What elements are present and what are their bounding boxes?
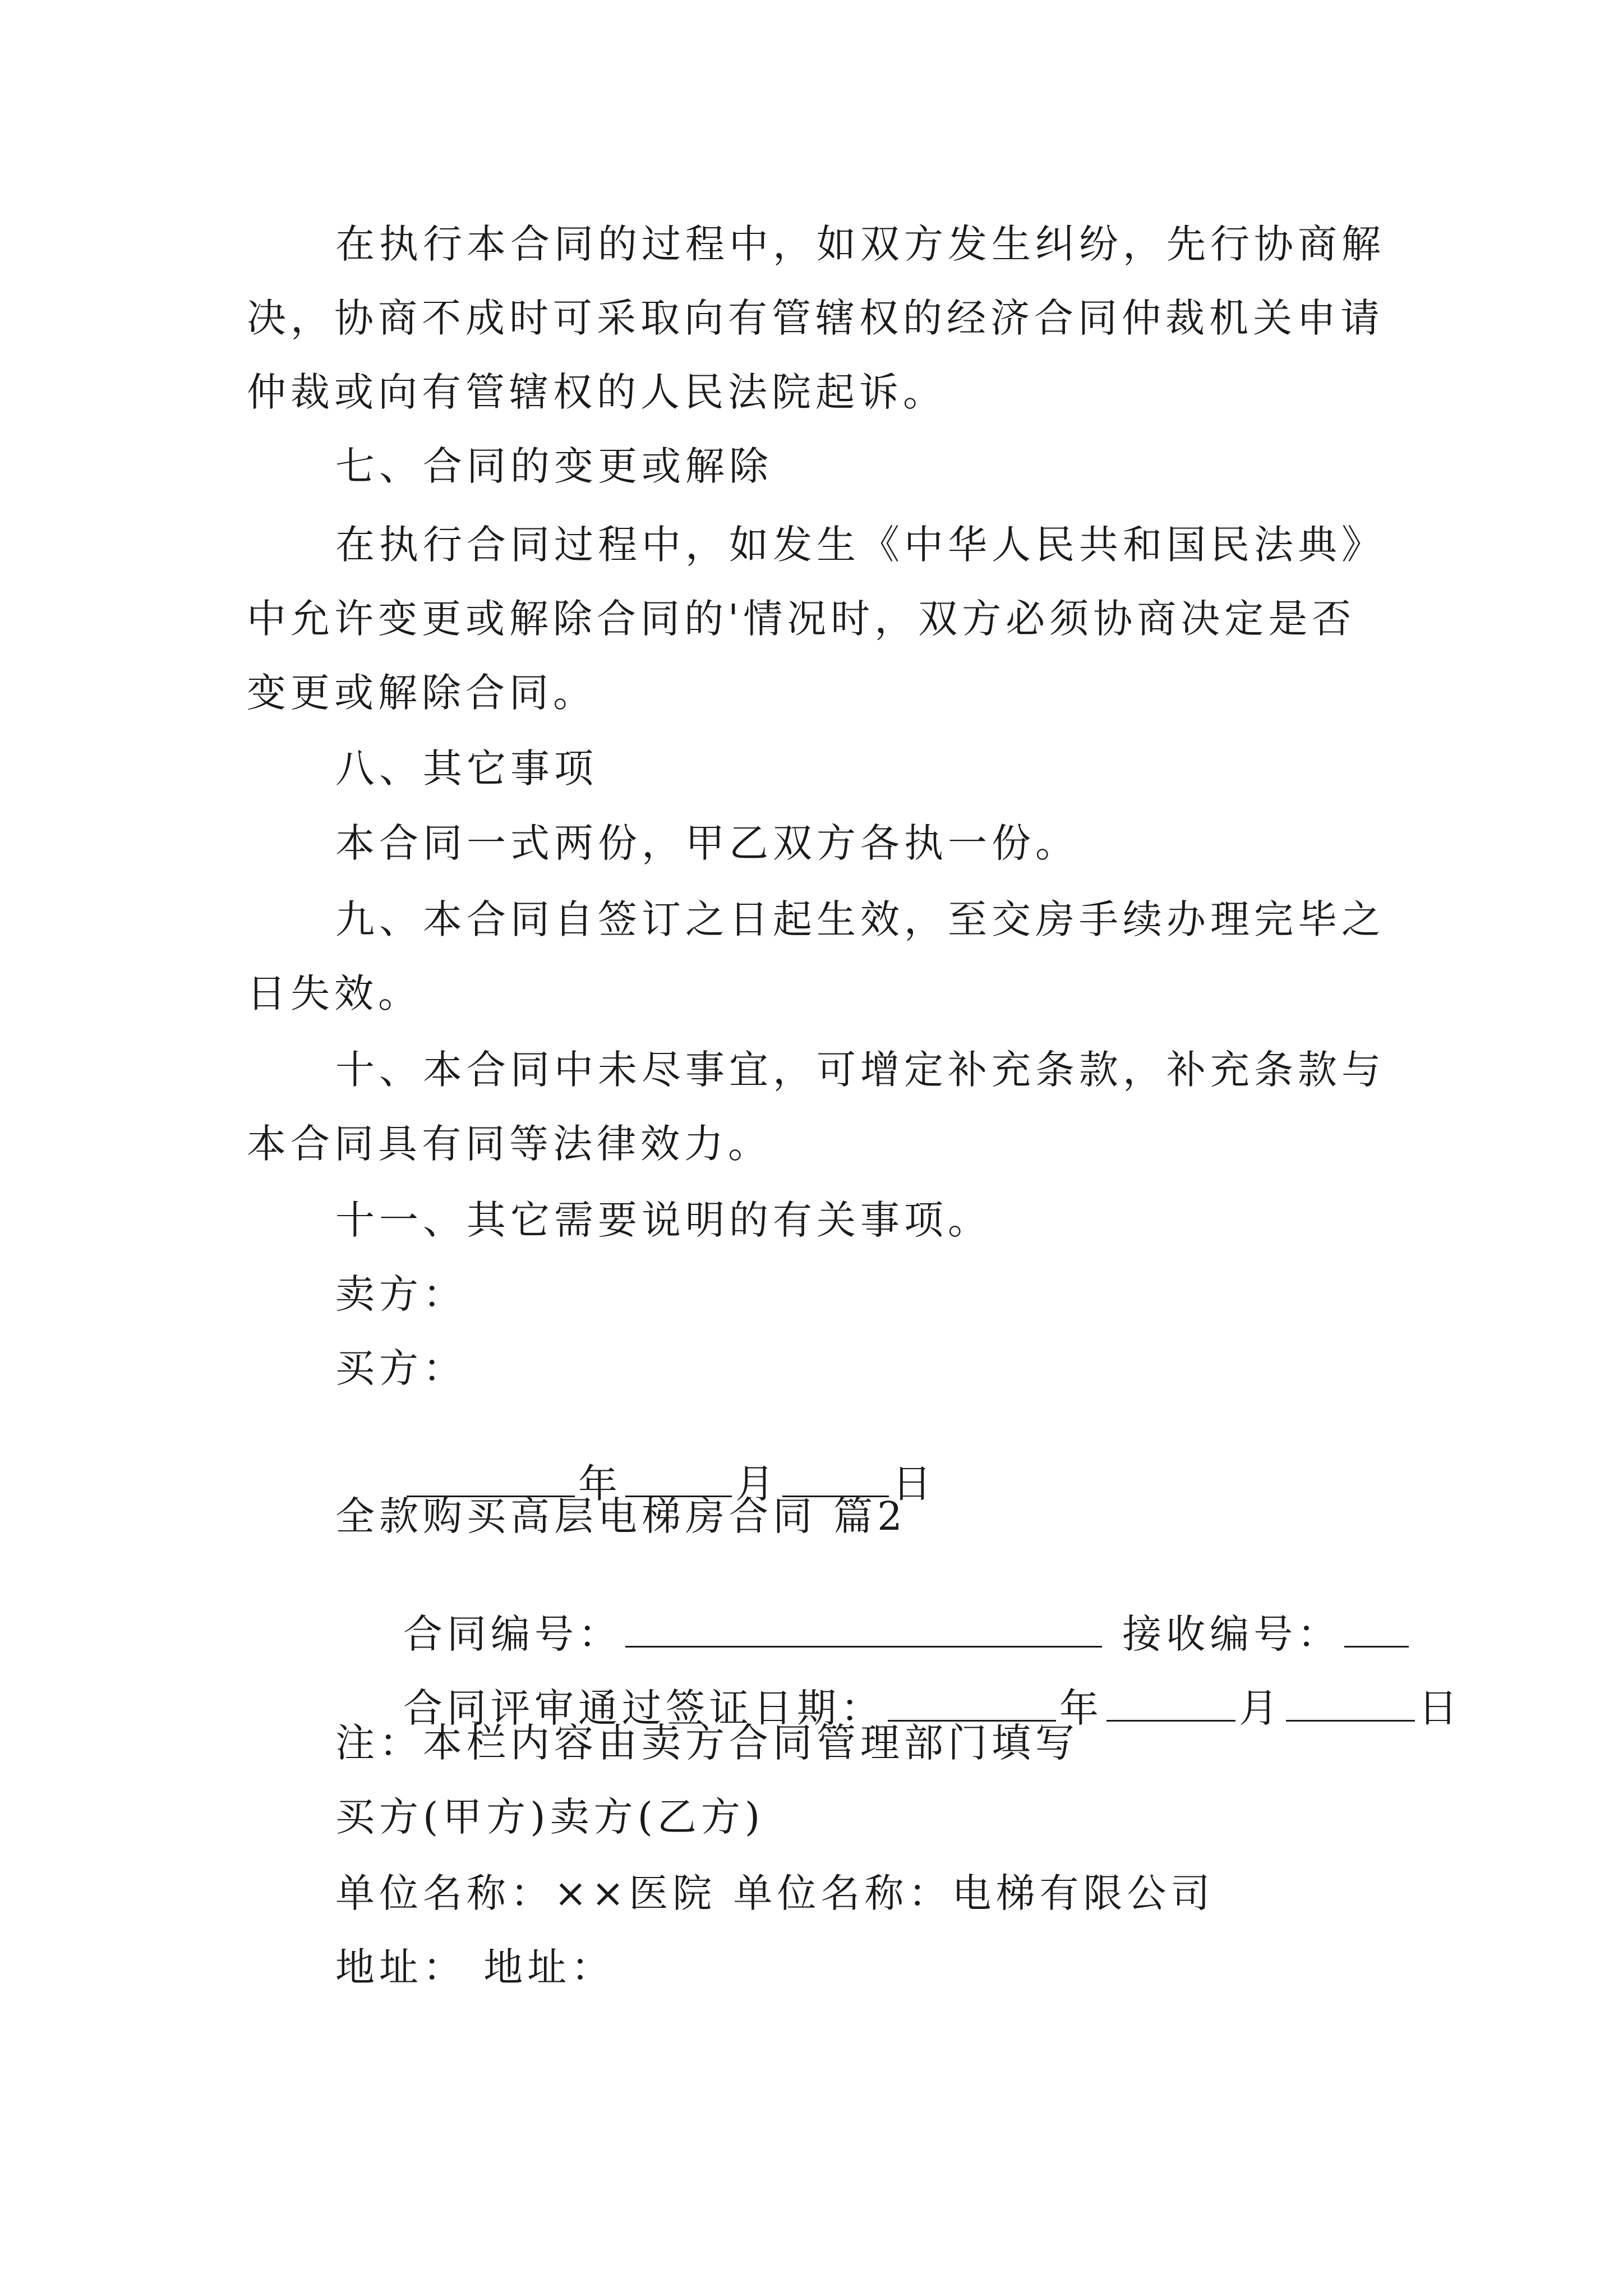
day-blank[interactable] [782,1462,889,1497]
paragraph-line: 仲裁或向有管辖权的人民法院起诉。 [247,369,947,415]
parties-line: 买方(甲方)卖方(乙方) [335,1794,765,1840]
year-label: 年 [578,1461,623,1507]
paragraph-line: 十一、其它需要说明的有关事项。 [335,1197,992,1243]
paragraph-line: 十、本合同中未尽事宜，可增定补充条款，补充条款与 [335,1047,1385,1093]
day-label: 日 [892,1461,937,1507]
note-line: 注：本栏内容由卖方合同管理部门填写 [335,1720,1079,1766]
contract-no-blank[interactable] [625,1612,1102,1648]
year-blank[interactable] [407,1462,575,1497]
review-year-blank[interactable] [888,1686,1056,1722]
review-day-label: 日 [1418,1685,1463,1731]
paragraph-line: 本合同具有同等法律效力。 [247,1121,772,1167]
receive-no-blank[interactable] [1344,1612,1409,1648]
paragraph-line: 在执行本合同的过程中，如双方发生纠纷，先行协商解 [335,221,1385,267]
review-day-blank[interactable] [1286,1686,1415,1722]
paragraph-line: 中允许变更或解除合同的'情况时，双方必须协商决定是否 [247,596,1356,642]
receive-no-label: 接收编号： [1122,1611,1341,1657]
paragraph-line: 九、本合同自签订之日起生效，至交房手续办理完毕之 [335,896,1385,942]
section-heading: 八、其它事项 [335,746,598,792]
unit-names-line: 单位名称：××医院 单位名称：电梯有限公司 [335,1870,1215,1916]
review-month-label: 月 [1239,1685,1283,1731]
paragraph-line: 日失效。 [247,970,422,1016]
seller-label: 卖方： [335,1271,467,1317]
paragraph-line: 决，协商不成时可采取向有管辖权的经济合同仲裁机关申请 [247,295,1384,341]
paragraph-line: 在执行合同过程中，如发生《中华人民共和国民法典》 [335,522,1385,568]
buyer-label: 买方： [335,1345,467,1391]
month-blank[interactable] [625,1462,732,1497]
paragraph-line: 变更或解除合同。 [247,670,597,716]
section2-title: 全款购买高层电梯房合同 篇2 [335,1493,907,1539]
review-date-label: 合同评审通过签证日期： [403,1685,885,1731]
review-month-blank[interactable] [1106,1686,1235,1722]
month-label: 月 [735,1461,780,1507]
review-year-label: 年 [1059,1685,1104,1731]
contract-no-label: 合同编号： [403,1611,623,1657]
paragraph-line: 本合同一式两份，甲乙双方各执一份。 [335,820,1079,866]
address-line: 地址： 地址： [335,1944,615,1990]
section-heading: 七、合同的变更或解除 [335,443,773,489]
